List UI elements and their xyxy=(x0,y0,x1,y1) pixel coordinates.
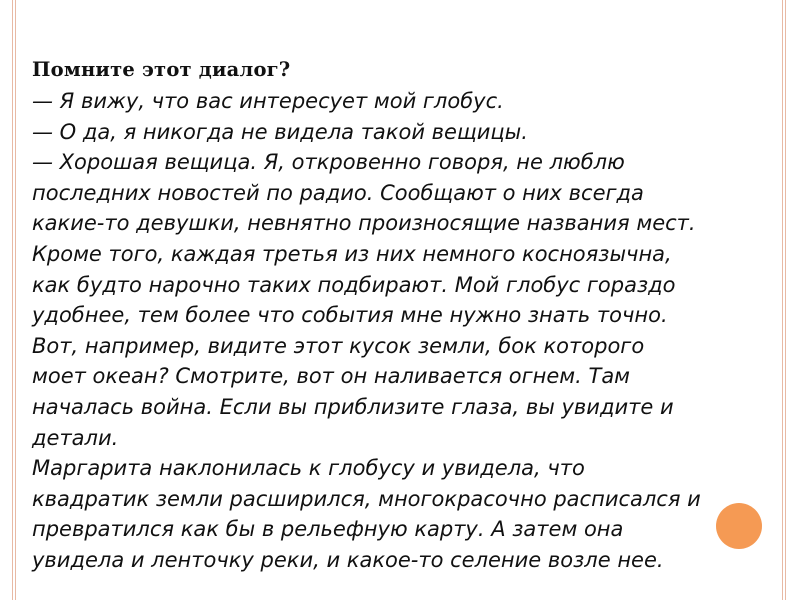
text-line: — Я вижу, что вас интересует мой глобус. xyxy=(32,89,504,113)
text-line: какие-то девушки, невнятно произносящие названия мест. xyxy=(32,211,696,236)
right-border-line xyxy=(785,0,786,600)
accent-circle xyxy=(716,503,762,549)
text-line: квадратик земли расширился, многокрасочно расписался и xyxy=(32,486,701,511)
text-line: Маргарита наклонилась к глобусу и увидела, что xyxy=(32,456,585,481)
right-border-line-inner xyxy=(782,0,783,600)
slide-title: Помните этот диалог? xyxy=(32,58,291,81)
text-line: Вот, например, видите этот кусок земли, бок которого xyxy=(32,333,645,358)
text-line: последних новостей по радио. Сообщают о них всегда xyxy=(32,180,644,205)
text-line: моет океан? Смотрите, вот он наливается огнем. Там xyxy=(32,364,631,389)
left-border-line xyxy=(12,0,13,600)
slide-text-block xyxy=(32,56,782,576)
text-line: детали. xyxy=(32,425,119,450)
left-border-line-inner xyxy=(15,0,16,600)
text-line: удобнее, тем более что события мне нужно знать точно. xyxy=(32,303,668,328)
text-line: — Хорошая вещица. Я, откровенно говоря, не люблю xyxy=(32,150,625,175)
text-line: — О да, я никогда не видела такой вещицы. xyxy=(32,119,528,144)
text-line: превратился как бы в рельефную карту. А затем она xyxy=(32,517,624,542)
text-line: началась война. Если вы приблизите глаза, вы увидите и xyxy=(32,394,674,419)
text-line: увидела и ленточку реки, и какое-то селение возле нее. xyxy=(32,547,664,572)
text-line: Кроме того, каждая третья из них немного косноязычна, xyxy=(32,241,672,266)
text-line: как будто нарочно таких подбирают. Мой глобус гораздо xyxy=(32,272,676,297)
